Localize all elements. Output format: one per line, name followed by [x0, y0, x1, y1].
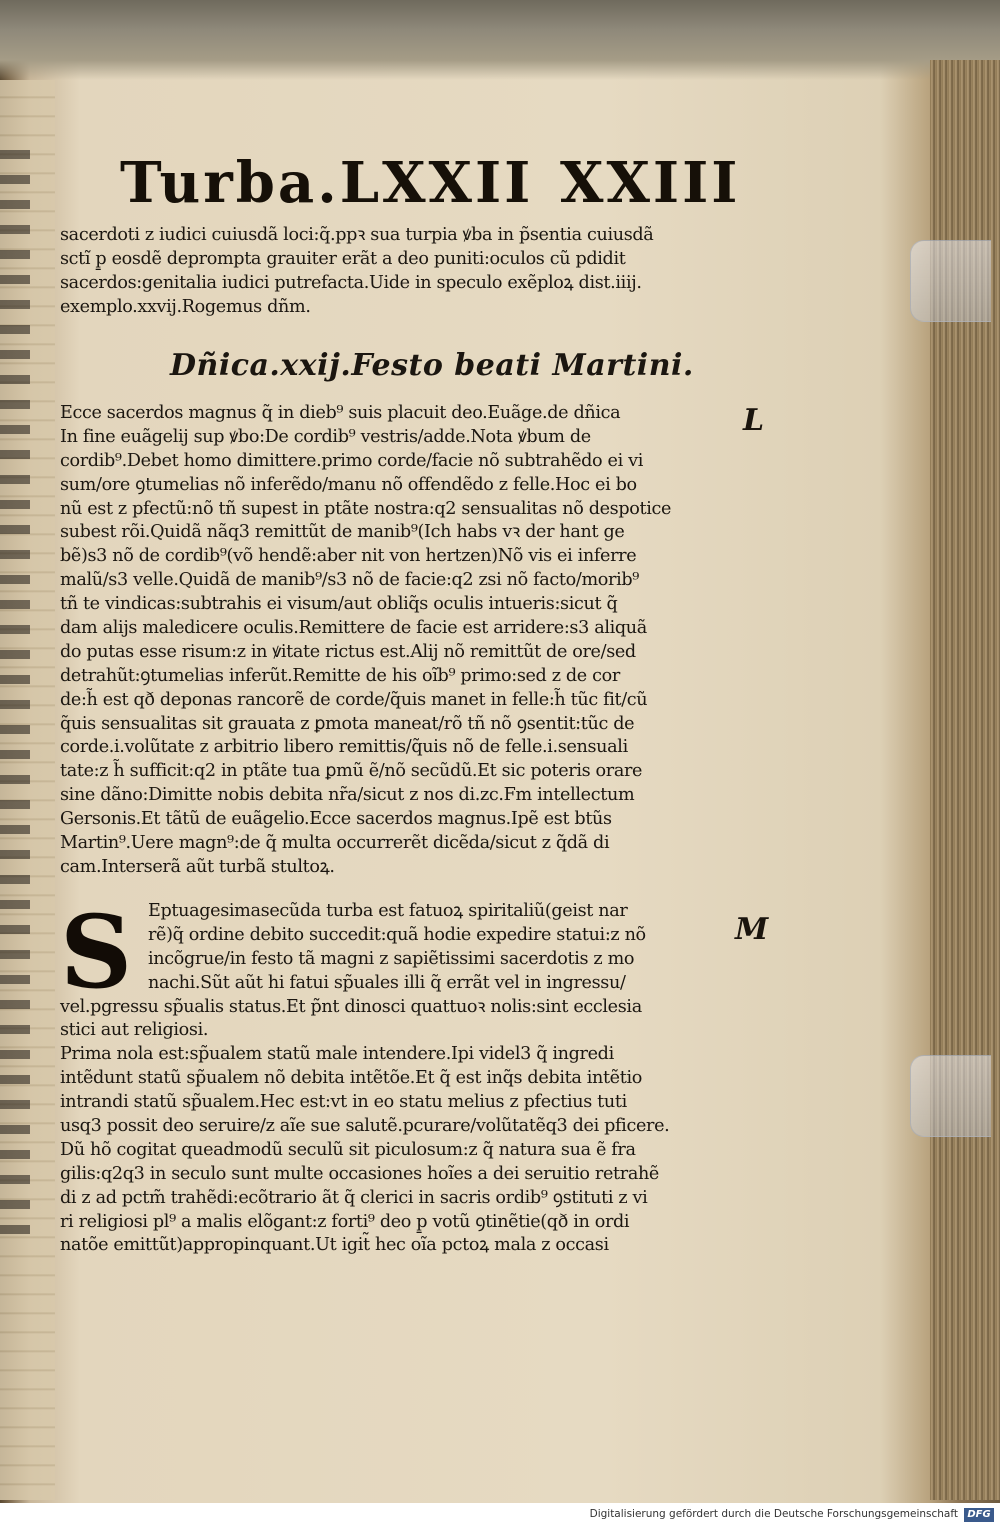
running-head-title: Turba.LXXII	[120, 150, 534, 216]
text-line: de:h̃ est qð deponas rancorẽ de corde/q̃uis manet in felle:h̃ tũc fit/cũ	[60, 689, 648, 710]
margin-note-top: L	[743, 403, 765, 438]
text-line: sctĩ p̱ eosdẽ deprompta grauiter erãt a deo puniti:oculos cũ pdidit	[60, 248, 626, 269]
text-line: sine dãno:Dimitte nobis debita nr̃a/sicut z nos di.zc.Fm intellectum	[60, 785, 635, 806]
text-line: nũ est z pfectũ:nõ tñ supest in ptãte nostra:q2 sensualitas nõ despotice	[60, 498, 672, 519]
footer-credit: Digitalisierung gefördert durch die Deutsche Forschungsgemeinschaft	[589, 1508, 958, 1520]
text-line: rẽ)q̃ ordine debito succedit:quã hodie expedire statui:z nõ	[148, 924, 646, 945]
text-line: ri religiosi pl⁹ a malis elõgant:z forti⁹ deo p̱ votũ ꝯtinẽtie(qð in ordi	[60, 1211, 630, 1232]
text-line: subest rõi.Quidã nãq3 remittũt de manib⁹(Ich habs vꝛ der hant ge	[60, 522, 625, 543]
text-line: cam.Interserã aũt turbã stultoꝝ.	[60, 856, 335, 877]
text-line: Eptuagesimasecũda turba est fatuoꝝ spiritaliũ(geist nar	[148, 901, 628, 921]
text-line: gilis:q2q3 in seculo sunt multe occasiones hoĩes a dei seruitio retrahẽ	[60, 1163, 659, 1184]
running-head	[120, 150, 750, 216]
text-line: nachi.Sũt aũt hi fatui sp̃uales illi q̃ errãt vel in ingressu/	[148, 972, 626, 993]
text-line: exemplo.xxvij.Rogemus dñm.	[60, 296, 311, 317]
text-line: Prima nola est:sp̃ualem statũ male intendere.Ipi videl3 q̃ ingredi	[60, 1044, 614, 1065]
text-line: Ecce sacerdos magnus q̃ in dieb⁹ suis placuit deo.Euãge.de dñica	[60, 403, 621, 423]
text-line: In fine euãgelij sup ꝟbo:De cordib⁹ vestris/adde.Nota ꝟbum de	[60, 426, 591, 447]
decorated-initial: S	[60, 893, 133, 1011]
text-line: detrahũt:ꝯtumelias inferũt.Remitte de his oĩb⁹ primo:sed z de cor	[60, 665, 620, 686]
text-line: malũ/s3 velle.Quidã de manib⁹/s3 nõ de facie:q2 zsi nõ facto/morib⁹	[60, 570, 639, 591]
text-line: Dũ hõ cogitat queadmodũ seculũ sit piculosum:z q̃ natura sua ẽ fra	[60, 1139, 636, 1160]
text-line: usq3 possit deo seruire/z aĩe sue salutẽ.pcurare/volũtatẽq3 dei pficere.	[60, 1116, 670, 1137]
text-line: natõe emittũt)appropinquant.Ut igit̃ hec oĩa pctoꝝ mala z occasi	[60, 1235, 609, 1256]
text-line: do putas esse risum:z in ꝟitate rictus est.Alij nõ remittũt de ore/sed	[60, 641, 636, 662]
folio-number: XXIII	[560, 150, 741, 216]
book-top-edge	[0, 0, 1000, 80]
text-line: sacerdos:genitalia iudici putrefacta.Uide in speculo exẽploꝝ dist.iiij.	[60, 272, 642, 293]
text-line: Martin⁹.Uere magn⁹:de q̃ multa occurrerẽt dicẽda/sicut z q̃dã di	[60, 833, 610, 854]
text-line: cordib⁹.Debet homo dimittere.primo corde/facie nõ subtrahẽdo ei vi	[60, 450, 643, 471]
text-line: Gersonis.Et tãtũ de euãgelio.Ecce sacerdos magnus.Ipẽ est btũs	[60, 809, 612, 830]
dfg-logo: DFG	[964, 1508, 994, 1522]
text-line: tñ te vindicas:subtrahis ei visum/aut obliq̃s oculis intueris:sicut q̃	[60, 594, 618, 615]
book-clip-top	[910, 240, 991, 322]
second-paragraph	[60, 893, 670, 1258]
text-line: di z ad pctm̃ trahẽdi:ecõtrario ãt q̃ clerici in sacris ordib⁹ ꝯstituti z vi	[60, 1187, 648, 1208]
text-line: bẽ)s3 nõ de cordib⁹(võ hendẽ:aber nit von hertzen)Nõ vis ei inferre	[60, 546, 637, 567]
text-line: vel.pgressu sp̃ualis status.Et p̃nt dinosci quattuoꝛ nolis:sint ecclesia	[60, 996, 642, 1017]
digitization-footer	[0, 1503, 1000, 1527]
text-line: corde.i.volũtate z arbitrio libero remittis/q̃uis nõ de felle.i.sensuali	[60, 737, 628, 758]
text-line: dam alijs maledicere oculis.Remittere de facie est arridere:s3 aliquã	[60, 618, 647, 639]
main-paragraph	[60, 402, 671, 880]
text-line: sum/ore ꝯtumelias nõ inferẽdo/manu nõ offendẽdo z felle.Hoc ei bo	[60, 474, 637, 495]
text-line: incõgrue/in festo tã magni z sapiẽtissimi sacerdotis z mo	[148, 948, 635, 969]
text-line: q̃uis sensualitas sit grauata z ꝑmota maneat/rõ tñ nõ ꝯsentit:tũc de	[60, 713, 635, 734]
text-line: tate:z h̃ sufficit:q2 in ptãte tua ꝑmũ ẽ/nõ secũdũ.Et sic poteris orare	[60, 761, 643, 782]
text-line: intrandi statũ sp̃ualem.Hec est:vt in eo statu melius z pfectius tuti	[60, 1092, 627, 1113]
text-line: sacerdoti z iudici cuiusdã loci:q̃.ppꝛ sua turpia ꝟba in p̃sentia cuiusdã	[60, 225, 654, 245]
book-clip-bottom	[910, 1055, 991, 1137]
text-line: intẽdunt statũ sp̃ualem nõ debita intẽtõe.Et q̃ est inq̃s debita intẽtio	[60, 1068, 642, 1089]
margin-note-bottom: M	[735, 912, 769, 947]
text-line: stici aut religiosi.	[60, 1020, 209, 1041]
intro-paragraph	[60, 224, 653, 320]
section-heading: Dñica.xxij.Festo beati Martini.	[170, 348, 694, 383]
facing-page-text-fragment	[0, 150, 30, 1250]
